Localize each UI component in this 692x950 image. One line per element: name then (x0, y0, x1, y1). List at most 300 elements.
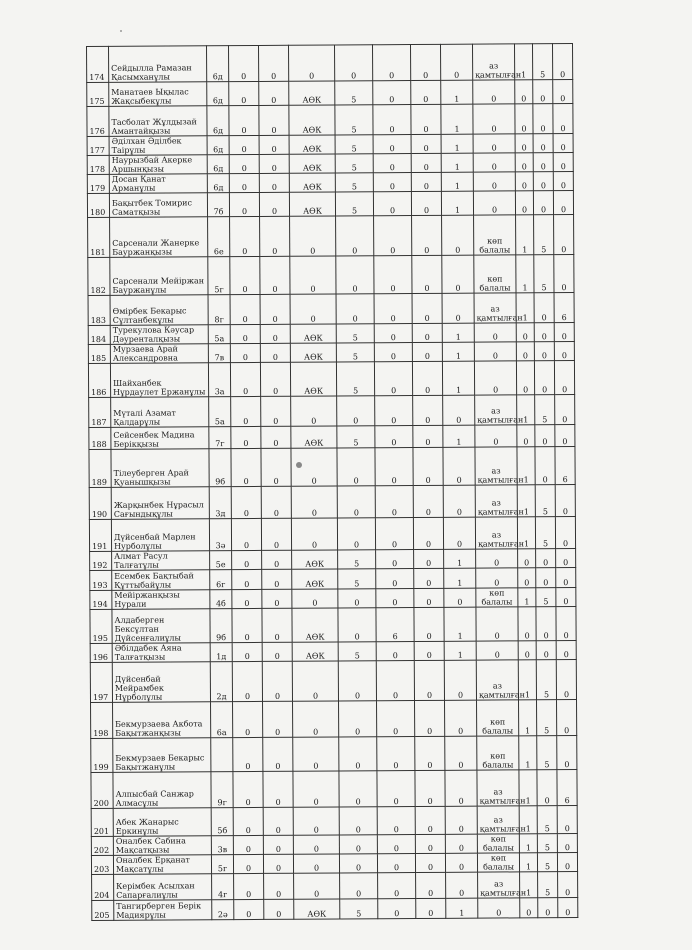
col-3: АӨК (289, 192, 335, 216)
col-2: 0 (264, 873, 294, 899)
class-cell: 2д (210, 662, 232, 702)
col-4: 0 (339, 737, 377, 771)
col-9: 0 (516, 323, 534, 342)
class-cell: 4г (212, 874, 234, 900)
col-6: 0 (415, 853, 445, 872)
class-cell: 1д (210, 643, 232, 662)
col-8: көп балалы (477, 700, 519, 736)
row-number: 180 (87, 193, 109, 217)
col-11: 0 (552, 44, 572, 80)
col-2: 0 (260, 362, 290, 396)
col-10: 0 (536, 549, 556, 568)
col-10: 5 (537, 853, 557, 872)
class-cell: 5г (208, 257, 230, 295)
col-8: аз қамтылған (475, 447, 517, 485)
col-6: 0 (411, 80, 441, 104)
col-10: 0 (537, 770, 557, 806)
col-9: 0 (515, 172, 533, 191)
col-4: 0 (337, 396, 375, 426)
col-1: 0 (234, 899, 264, 919)
col-7: 0 (445, 834, 477, 853)
col-11: 0 (553, 172, 573, 191)
col-11: 0 (555, 425, 575, 447)
col-11: 0 (554, 255, 574, 293)
col-4: 0 (339, 835, 377, 854)
col-9: 0 (515, 134, 533, 153)
col-9: 0 (515, 191, 533, 215)
col-7: 0 (445, 853, 477, 872)
row-number: 191 (89, 519, 111, 551)
col-3: АӨК (292, 550, 338, 569)
col-7: 1 (442, 361, 474, 395)
col-1: 0 (229, 154, 259, 173)
student-name: Әділхан Әділбек Таірұлы (109, 136, 207, 156)
col-11: 0 (557, 736, 577, 770)
col-2: 0 (262, 642, 292, 661)
col-11: 0 (555, 517, 575, 549)
col-3: АӨК (294, 899, 340, 919)
col-4: 5 (336, 324, 374, 343)
col-4: 0 (336, 256, 374, 294)
row-number: 174 (87, 46, 109, 82)
col-5: 0 (374, 216, 412, 256)
col-1: 0 (233, 737, 263, 771)
col-8: 0 (473, 153, 515, 172)
col-1: 0 (230, 324, 260, 343)
col-11: 0 (556, 588, 576, 607)
col-3: АӨК (289, 135, 335, 154)
col-9: 1 (519, 770, 537, 806)
col-8: 0 (473, 104, 515, 134)
student-name: Есембек Бақтыбай Құттыбайұлы (112, 570, 210, 591)
col-8: 0 (475, 425, 517, 447)
col-4: 5 (336, 343, 374, 362)
col-10: 5 (538, 872, 558, 898)
col-1: 0 (231, 486, 261, 518)
col-3: 0 (290, 256, 336, 294)
col-6: 0 (414, 607, 444, 641)
table-row (88, 293, 574, 326)
col-10: 0 (536, 607, 556, 641)
col-3: 0 (288, 45, 334, 81)
col-8: аз қамтылған (476, 660, 518, 700)
student-name: Оналбек Сабина Мақсатқызы (113, 836, 211, 856)
col-10: 5 (537, 736, 557, 770)
col-5: 0 (373, 154, 411, 173)
col-7: 0 (442, 215, 474, 255)
col-8: 0 (473, 172, 515, 191)
col-6: 0 (410, 44, 440, 80)
row-number: 195 (90, 609, 112, 643)
student-name: Оналбек Ерқанат Мақсатұлы (113, 855, 211, 875)
class-cell: 2ә (212, 900, 234, 920)
col-5: 0 (374, 294, 412, 324)
col-11: 0 (558, 872, 578, 898)
col-3: АӨК (291, 426, 337, 448)
col-6: 0 (411, 172, 441, 191)
col-6: 0 (413, 425, 443, 447)
col-8: аз қамтылған (477, 806, 519, 834)
col-1: 0 (233, 807, 263, 835)
col-10: 5 (537, 834, 557, 853)
class-cell: 5г (211, 855, 233, 874)
col-1: 0 (229, 173, 259, 192)
row-number: 203 (91, 855, 113, 874)
col-9: 0 (515, 153, 533, 172)
col-7: 0 (444, 588, 476, 607)
col-10: 0 (533, 153, 553, 172)
student-name: Сарсенали Мейіржан Бауржанұлы (110, 257, 208, 296)
col-11: 0 (556, 549, 576, 568)
col-11: 0 (555, 395, 575, 425)
class-cell: 6д (207, 82, 229, 106)
col-2: 0 (260, 216, 290, 256)
col-7: 0 (443, 395, 475, 425)
table-row (87, 44, 573, 83)
class-cell: 4б (210, 590, 232, 609)
col-8: 0 (476, 549, 518, 568)
col-1: 0 (232, 589, 262, 608)
col-11: 0 (556, 568, 576, 588)
col-1: 0 (232, 661, 262, 701)
col-1: 0 (229, 135, 259, 154)
col-8: көп балалы (474, 215, 516, 255)
col-4: 5 (335, 173, 373, 192)
col-10: 5 (532, 44, 552, 80)
col-3: 0 (290, 294, 336, 324)
col-11: 0 (554, 361, 574, 395)
col-9: 0 (516, 342, 534, 361)
student-name: Турекулова Кәусар Дәуренталқызы (110, 325, 208, 345)
student-name: Алдаберген Бексұлтан Дүйсенғалиұлы (112, 609, 210, 644)
class-cell: 6д (207, 106, 229, 136)
table-row (88, 255, 574, 296)
student-name: Дүйсенбай Марлен Нурболұлы (111, 519, 209, 552)
col-11: 0 (553, 191, 573, 215)
class-cell: 9г (211, 772, 233, 808)
col-8: 0 (473, 80, 515, 104)
col-9: 0 (517, 425, 535, 447)
student-name: Жарқынбек Нұрасыл Сағындықұлы (111, 487, 209, 520)
col-11: 0 (557, 834, 577, 853)
col-6: 0 (412, 293, 442, 323)
col-11: 0 (556, 607, 576, 641)
col-6: 0 (412, 255, 442, 293)
student-name: Шайханбек Нұрдаулет Ержанұлы (110, 363, 208, 398)
scan-speck (120, 30, 122, 32)
col-3: 0 (293, 807, 339, 835)
student-name: Сейсенбек Мадина Берікқызы (111, 427, 209, 450)
col-1: 0 (231, 518, 261, 550)
col-2: 0 (261, 518, 291, 550)
col-3: 0 (291, 448, 337, 486)
col-3: 0 (291, 486, 337, 518)
col-11: 0 (556, 660, 576, 700)
col-7: 1 (442, 323, 474, 342)
col-4: 0 (339, 701, 377, 737)
col-6: 0 (415, 806, 445, 834)
col-1: 0 (230, 294, 260, 324)
col-6: 0 (412, 323, 442, 342)
col-8: 0 (474, 342, 516, 361)
class-cell: 9б (210, 609, 232, 643)
class-cell: 3д (209, 487, 231, 519)
col-5: 0 (376, 642, 414, 661)
col-2: 0 (260, 324, 290, 343)
col-5: 0 (375, 396, 413, 426)
col-8: көп балалы (477, 834, 519, 853)
col-8: 0 (476, 568, 518, 588)
row-number: 194 (90, 590, 112, 609)
col-3: АӨК (290, 362, 336, 396)
col-5: 0 (373, 81, 411, 105)
col-4: 0 (338, 589, 376, 608)
col-10: 0 (533, 191, 553, 215)
table-row (91, 736, 577, 773)
col-1: 0 (230, 362, 260, 396)
col-8: аз қамтылған (478, 872, 520, 898)
col-8: аз қамтылған (475, 485, 517, 517)
col-7: 0 (443, 447, 475, 485)
table-row (91, 700, 577, 739)
col-7: 0 (442, 255, 474, 293)
col-7: 0 (442, 293, 474, 323)
col-1: 0 (230, 216, 260, 256)
col-5: 0 (374, 362, 412, 396)
col-1: 0 (233, 835, 263, 854)
col-4: 5 (336, 362, 374, 396)
table-row (91, 834, 577, 856)
col-6: 0 (411, 191, 441, 215)
table-row (88, 215, 574, 258)
student-name: Керімбек Асылхан Сапарғалиұлы (114, 874, 212, 901)
col-10: 5 (534, 255, 554, 293)
col-3: 0 (293, 835, 339, 854)
col-9: 1 (519, 834, 537, 853)
col-7: 0 (445, 806, 477, 834)
row-number: 200 (91, 772, 113, 808)
col-5: 0 (377, 701, 415, 737)
col-2: 0 (260, 294, 290, 324)
col-3: 0 (291, 518, 337, 550)
col-6: 0 (414, 660, 444, 700)
col-5: 0 (377, 807, 415, 835)
col-3: АӨК (289, 154, 335, 173)
col-9: 1 (518, 660, 536, 700)
col-7: 0 (443, 485, 475, 517)
class-cell: 5а (208, 325, 230, 344)
col-2: 0 (259, 192, 289, 216)
col-9: 0 (518, 607, 536, 641)
col-10: 0 (533, 172, 553, 191)
student-name: Бекмурзаева Акбота Бақытжанқызы (113, 702, 211, 739)
col-9: 1 (520, 872, 538, 898)
row-number: 182 (88, 257, 110, 295)
class-cell: 6д (207, 155, 229, 174)
col-11: 6 (555, 447, 575, 485)
col-2: 0 (259, 105, 289, 135)
student-name: Тангирберген Берік Мадиярұлы (114, 900, 212, 921)
col-4: 0 (337, 448, 375, 486)
col-9: 0 (518, 568, 536, 588)
row-number: 177 (87, 136, 109, 155)
col-3: 0 (292, 661, 338, 701)
col-2: 0 (259, 81, 289, 105)
col-9: 0 (518, 641, 536, 660)
col-7: 1 (444, 641, 476, 660)
col-9: 0 (515, 104, 533, 134)
col-5: 0 (373, 105, 411, 135)
col-1: 0 (232, 608, 262, 642)
col-4: 0 (339, 807, 377, 835)
col-11: 6 (554, 293, 574, 323)
class-cell: 7г (209, 427, 231, 449)
col-10: 5 (537, 700, 557, 736)
table-row (91, 770, 577, 809)
col-5: 0 (375, 486, 413, 518)
col-8: көп балалы (477, 736, 519, 770)
col-2: 0 (259, 154, 289, 173)
col-5: 0 (375, 448, 413, 486)
col-6: 0 (413, 447, 443, 485)
class-cell: 6а (211, 702, 233, 738)
table-body (87, 44, 578, 921)
col-9: 1 (514, 44, 532, 80)
col-6: 0 (412, 361, 442, 395)
col-1: 0 (231, 426, 261, 448)
col-11: 6 (557, 770, 577, 806)
col-10: 0 (534, 342, 554, 361)
col-10: 5 (536, 588, 556, 607)
col-1: 0 (233, 771, 263, 807)
table-row (88, 361, 574, 398)
col-2: 0 (263, 807, 293, 835)
col-3: АӨК (292, 642, 338, 661)
scan-smudge (296, 462, 302, 468)
col-10: 0 (533, 80, 553, 104)
col-8: аз қамтылған (475, 517, 517, 549)
col-3: 0 (293, 771, 339, 807)
row-number: 201 (91, 808, 113, 836)
table-row (87, 80, 573, 107)
col-7: 0 (443, 517, 475, 549)
student-name: Мүталі Азамат Қалдарұлы (111, 397, 209, 428)
col-2: 0 (262, 569, 292, 589)
class-cell: 6е (208, 217, 230, 257)
table-row (92, 898, 578, 921)
col-2: 0 (263, 854, 293, 873)
col-9: 0 (518, 549, 536, 568)
row-number: 175 (87, 82, 109, 106)
col-3: АӨК (290, 343, 336, 362)
student-name: Бекмурзаев Бекарыс Бақытжанұлы (113, 738, 211, 773)
col-3: АӨК (289, 81, 335, 105)
col-7: 0 (444, 660, 476, 700)
col-10: 0 (534, 361, 554, 395)
col-8: 0 (476, 641, 518, 660)
table-row (89, 485, 575, 520)
student-name: Тілеуберген Арай Қуанышқызы (111, 449, 209, 488)
class-cell: 6д (207, 136, 229, 155)
col-2: 0 (262, 661, 292, 701)
col-4: 0 (338, 608, 376, 642)
col-11: 0 (556, 641, 576, 660)
col-6: 0 (415, 834, 445, 853)
col-4: 5 (335, 192, 373, 216)
col-1: 0 (229, 105, 259, 135)
col-11: 0 (557, 853, 577, 872)
col-5: 0 (377, 835, 415, 854)
col-4: 5 (335, 154, 373, 173)
col-7: 1 (444, 568, 476, 588)
col-3: 0 (293, 854, 339, 873)
row-number: 184 (88, 325, 110, 344)
col-6: 0 (411, 134, 441, 153)
table-row (90, 660, 576, 703)
class-cell: 3в (211, 836, 233, 855)
col-3: 0 (294, 873, 340, 899)
class-cell: 6г (210, 570, 232, 590)
col-5: 0 (376, 569, 414, 589)
table-row (91, 853, 577, 875)
col-4: 0 (334, 45, 372, 81)
beneficiaries-table (86, 43, 578, 921)
table-row (91, 806, 577, 837)
col-9: 1 (517, 485, 535, 517)
table-row (90, 588, 576, 610)
col-11: 0 (558, 898, 578, 918)
col-11: 0 (555, 485, 575, 517)
col-9: 1 (517, 517, 535, 549)
col-5: 0 (375, 518, 413, 550)
col-7: 0 (445, 700, 477, 736)
col-9: 0 (516, 361, 534, 395)
row-number: 202 (91, 836, 113, 855)
col-7: 1 (444, 549, 476, 568)
row-number: 192 (90, 551, 112, 570)
col-10: 5 (535, 517, 555, 549)
col-7: 0 (446, 872, 478, 898)
col-5: 0 (374, 343, 412, 362)
col-9: 1 (516, 293, 534, 323)
col-6: 0 (411, 153, 441, 172)
row-number: 197 (90, 662, 112, 702)
row-number: 178 (87, 155, 109, 174)
col-10: 0 (535, 447, 555, 485)
col-9: 1 (517, 447, 535, 485)
col-4: 5 (338, 550, 376, 569)
row-number: 205 (92, 900, 114, 920)
col-9: 0 (515, 80, 533, 104)
col-5: 0 (372, 45, 410, 81)
row-number: 181 (88, 217, 110, 257)
student-name: Мурзаева Арай Александровна (110, 344, 208, 364)
col-6: 0 (414, 568, 444, 588)
col-5: 0 (377, 771, 415, 807)
col-5: 0 (376, 589, 414, 608)
col-2: 0 (260, 343, 290, 362)
col-8: 0 (474, 323, 516, 342)
col-6: 0 (415, 770, 445, 806)
col-2: 0 (263, 701, 293, 737)
col-3: 0 (291, 396, 337, 426)
student-name: Тасболат Жұлдызай Амантайқызы (109, 106, 207, 137)
col-2: 0 (261, 426, 291, 448)
row-number: 187 (89, 397, 111, 427)
col-4: 0 (336, 216, 374, 256)
row-number: 189 (89, 449, 111, 487)
col-5: 0 (373, 192, 411, 216)
